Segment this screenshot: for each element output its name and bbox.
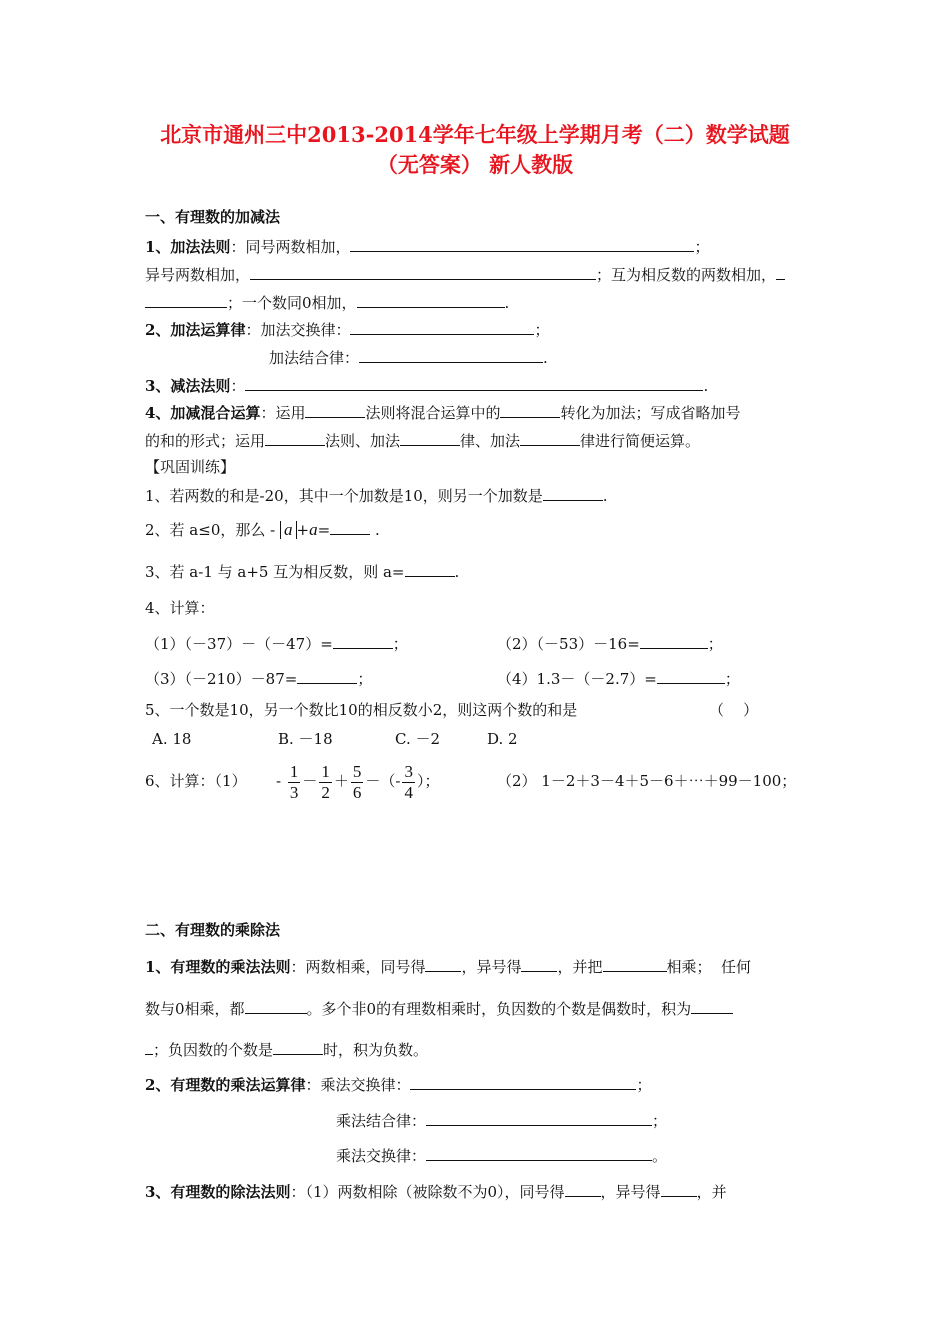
section-heading: 一、有理数的加减法: [145, 208, 281, 226]
rule-line: 1、有理数的乘法法则：两数相乘，同号得 ，异号得 ，并把 相乘； 任何: [145, 958, 752, 976]
section-heading: 二、有理数的乘除法: [145, 921, 281, 939]
document-title: 北京市通州三中2013-2014学年七年级上学期月考（二）数学试题: [160, 122, 790, 147]
rule-line: 2、有理数的乘法运算律：乘法交换律： ；: [145, 1076, 652, 1094]
option-d: D. 2: [487, 730, 518, 748]
fraction-expression: - $\frac{1}{3}$ － $\frac{1}{2}$ ＋ $\frac{5}{6}$ －（- $\frac{3}{4}$ ）；: [276, 761, 440, 802]
sub-question: （2）（－53）－16= ；: [497, 635, 723, 653]
rule-line: 1、加法法则：同号两数相加， ；: [145, 238, 710, 256]
question: 2、若 a≤0，那么 - a +a= .: [145, 520, 380, 539]
option-c: C. －2: [395, 730, 441, 748]
rule-line: ；一个数同0相加， .: [145, 292, 509, 313]
rule-line: 2、加法运算律：加法交换律： ；: [145, 321, 550, 339]
rule-line: 乘法结合律： ；: [336, 1112, 668, 1130]
rule-line: 3、减法法则： .: [145, 377, 709, 395]
sub-question: （4）1.3－（－2.7）= ；: [497, 670, 740, 688]
answer-paren: （ ）: [709, 701, 759, 719]
rule-line: 的和的形式；运用 法则、加法 律、加法 律进行简便运算。: [145, 432, 701, 450]
sub-question: （2） 1－2＋3－4＋5－6＋⋯＋99－100；: [497, 772, 797, 790]
question: 3、若 a-1 与 a+5 互为相反数，则 a= .: [145, 563, 460, 581]
question: 5、一个数是10，另一个数比10的相反数小2，则这两个数的和是: [145, 701, 578, 719]
option-a: A. 18: [152, 730, 192, 748]
sub-question: （1）（－37）－（－47）= ；: [145, 635, 408, 653]
practice-heading: 【巩固训练】: [145, 458, 236, 476]
rule-line: 3、有理数的除法法则：（1）两数相除（被除数不为0），同号得 ，异号得 ，并: [145, 1183, 727, 1201]
rule-line: 数与0相乘，都 。多个非0的有理数相乘时，负因数的个数是偶数时，积为: [145, 998, 733, 1019]
rule-line: 异号两数相加， ；互为相反数的两数相加，: [145, 264, 785, 285]
question: 1、若两数的和是-20，其中一个加数是10，则另一个加数是 .: [145, 487, 608, 505]
rule-line: 4、加减混合运算：运用 法则将混合运算中的 转化为加法；写成省略加号: [145, 404, 741, 422]
absolute-value: a: [280, 521, 297, 539]
question-label: 6、计算：（1）: [145, 772, 247, 790]
question: 4、计算：: [145, 599, 215, 617]
option-b: B. －18: [278, 730, 333, 748]
rule-line: 加法结合律： .: [269, 349, 548, 367]
rule-line: 乘法交换律： 。: [336, 1147, 668, 1165]
rule-line: ；负因数的个数是 时，积为负数。: [145, 1039, 428, 1060]
document-subtitle: （无答案） 新人教版: [376, 152, 574, 177]
sub-question: （3）（－210）－87= ；: [145, 670, 373, 688]
